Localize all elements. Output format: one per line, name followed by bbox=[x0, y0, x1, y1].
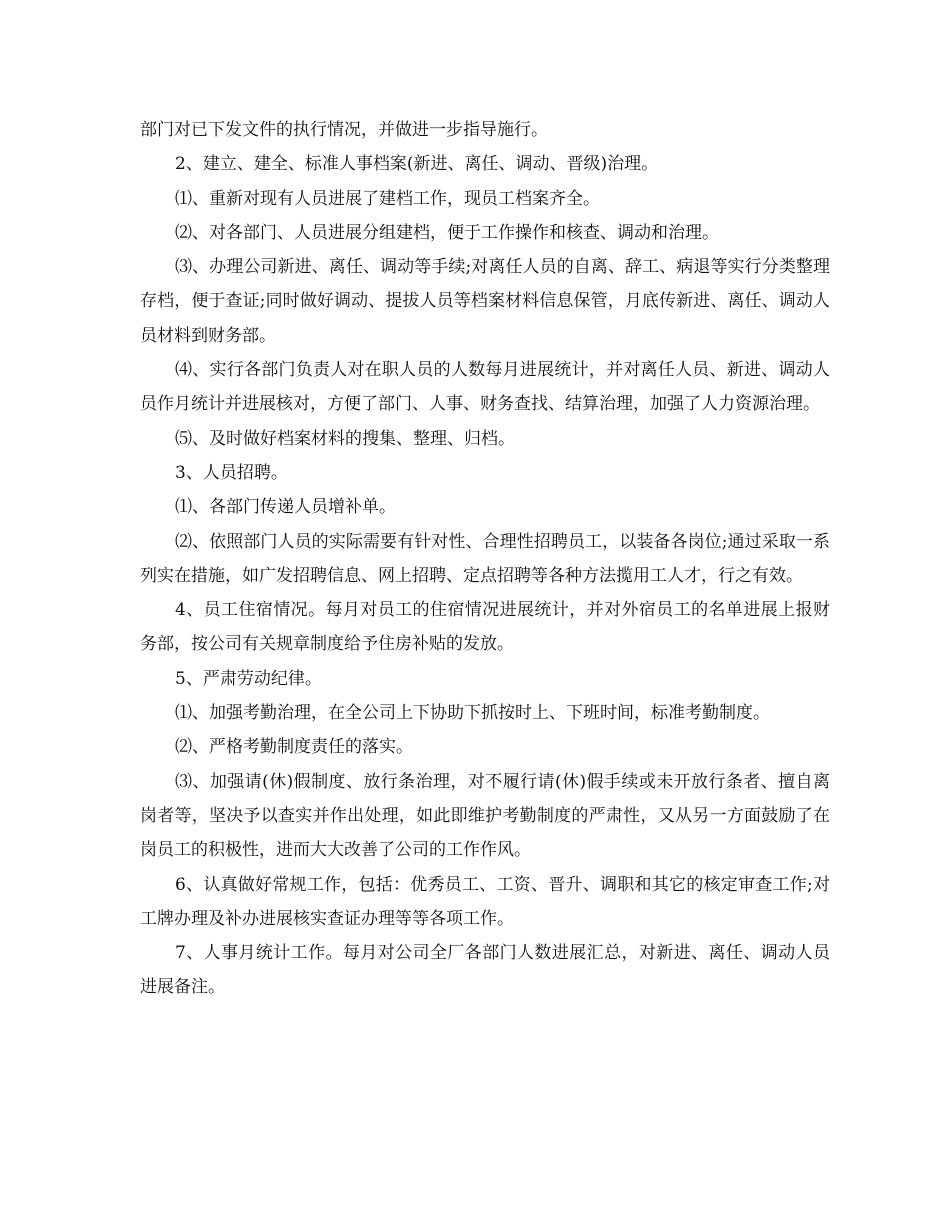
paragraph-subitem: ⑴、加强考勤治理，在全公司上下协助下抓按时上、下班时间，标准考勤制度。 bbox=[175, 703, 770, 724]
document-body bbox=[140, 113, 830, 1005]
paragraph-subitem: ⑵、依照部门人员的实际需要有针对性、合理性招聘员工，以装备各岗位;通过采取一系列实在措施，如广发招聘信息、网上招聘、定点招聘等各种方法揽用工人才，行之有效。 bbox=[140, 531, 830, 586]
paragraph-subitem: ⑶、加强请(休)假制度、放行条治理，对不履行请(休)假手续或未开放行条者、擅自离岗者等，坚决予以查实并作出处理，如此即维护考勤制度的严肃性，又从另一方面鼓励了在岗员工的积极性，进而大大改善了公司的工作作风。 bbox=[140, 771, 830, 861]
paragraph-item-4: 4、员工住宿情况。每月对员工的住宿情况进展统计，并对外宿员工的名单进展上报财务部，按公司有关规章制度给予住房补贴的发放。 bbox=[140, 600, 830, 655]
paragraph-item-7: 7、人事月统计工作。每月对公司全厂各部门人数进展汇总，对新进、离任、调动人员进展备注。 bbox=[140, 943, 830, 998]
paragraph-item-3: 3、人员招聘。 bbox=[175, 462, 288, 483]
paragraph-subitem: ⑸、及时做好档案材料的搜集、整理、归档。 bbox=[175, 428, 515, 449]
paragraph-subitem: ⑵、对各部门、人员进展分组建档，便于工作操作和核查、调动和治理。 bbox=[175, 222, 719, 243]
paragraph-subitem: ⑷、实行各部门负责人对在职人员的人数每月进展统计，并对离任人员、新进、调动人员作月统计并进展核对，方便了部门、人事、财务查找、结算治理，加强了人力资源治理。 bbox=[140, 360, 830, 415]
paragraph-item-2: 2、建立、建全、标准人事档案(新进、离任、调动、晋级)治理。 bbox=[175, 154, 659, 175]
paragraph-subitem: ⑴、重新对现有人员进展了建档工作，现员工档案齐全。 bbox=[175, 188, 600, 209]
paragraph-subitem: ⑶、办理公司新进、离任、调动等手续;对离任人员的自离、辞工、病退等实行分类整理存档，便于查证;同时做好调动、提拔人员等档案材料信息保管，月底传新进、离任、调动人员材料到财务部。 bbox=[140, 257, 830, 346]
paragraph-subitem: ⑴、各部门传递人员增补单。 bbox=[175, 497, 396, 518]
paragraph-subitem: ⑵、严格考勤制度责任的落实。 bbox=[175, 737, 413, 758]
paragraph-item-6: 6、认真做好常规工作，包括：优秀员工、工资、晋升、调职和其它的核定审查工作;对工牌办理及补办进展核实查证办理等等各项工作。 bbox=[140, 874, 830, 929]
paragraph-continuation: 部门对已下发文件的执行情况，并做进一步指导施行。 bbox=[140, 120, 548, 140]
paragraph-item-5: 5、严肃劳动纪律。 bbox=[175, 668, 322, 689]
